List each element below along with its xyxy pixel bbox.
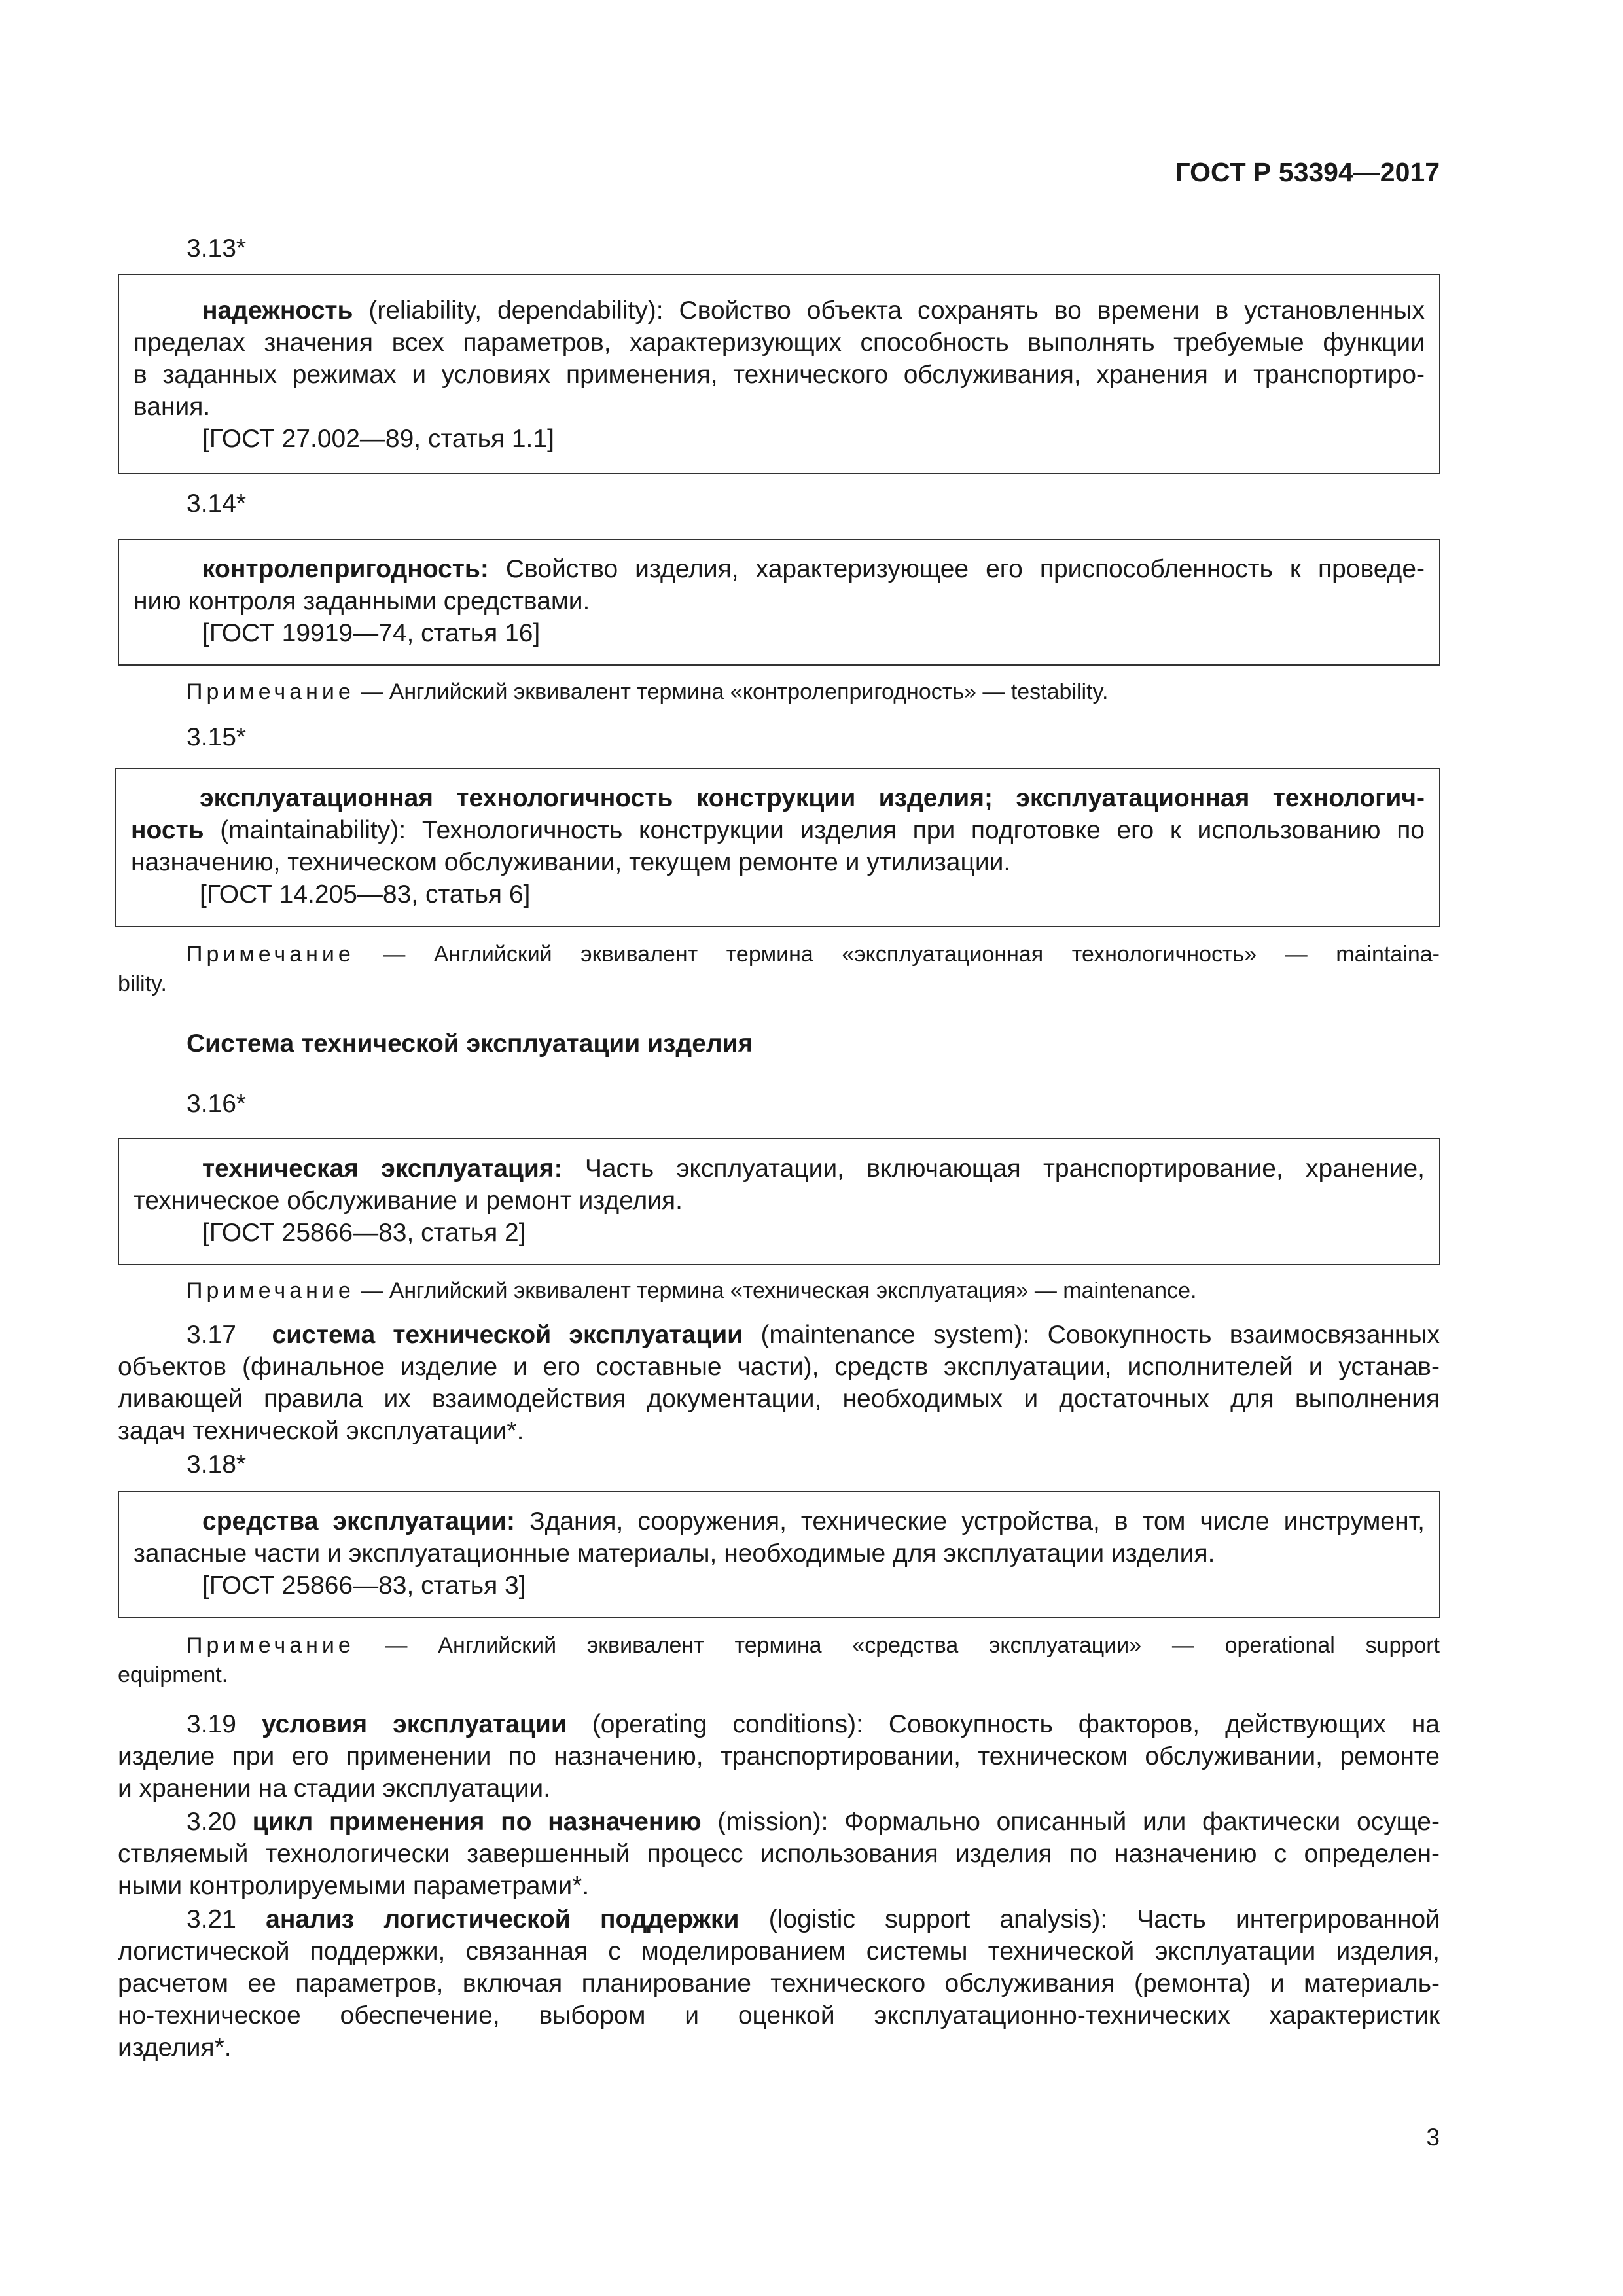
entry-number-3-18: 3.18*	[187, 1450, 247, 1479]
definition-text: эксплуатационная технологичность конструкции изделия; эксплуатационная технологич- ность (maintainability): Технологичность конструкции изделия при подготовке его к использованию по назначению, техническом обслуживании, текущем ремонте и утилизации. [ГОСТ 14.205—83, статья 6]	[131, 782, 1425, 910]
entry-number-3-13: 3.13*	[187, 234, 247, 262]
note-3-16: Примечание — Английский эквивалент термина «техническая эксплуатация» — maintenance.	[187, 1278, 1197, 1303]
note-label: Примечание	[187, 1278, 355, 1303]
entry-3-20: 3.20 цикл применения по назначению (mission): Формально описанный или фактически осуще- ствляемый технологически завершенный процесс использования изделия по назначению с определен- ными контролируемыми параметрами*.	[118, 1808, 1440, 1900]
term: техническая эксплуатация:	[202, 1155, 563, 1183]
term: анализ логистической поддержки	[266, 1905, 740, 1933]
note-label: Примечание	[187, 679, 355, 704]
term: цикл применения по назначению	[252, 1808, 702, 1836]
source-reference: [ГОСТ 25866—83, статья 3]	[202, 1571, 526, 1600]
entry-3-21: 3.21 анализ логистической поддержки (logistic support analysis): Часть интегрированной логистической поддержки, связанная с моделированием системы технической эксплуатации изделия, расчетом ее параметров, включая планирование технического обслуживания (ремонта) и материаль- но-техническое обеспечение, выбором и оценкой эксплуатационно-технических характеристик изделия*.	[118, 1905, 1440, 2062]
definition-text: средства эксплуатации: Здания, сооружения, технические устройства, в том числе инструмент, запасные части и эксплуатационные материалы, необходимые для эксплуатации изделия. [ГОСТ 25866—83, статья 3]	[134, 1505, 1425, 1602]
definition-text: техническая эксплуатация: Часть эксплуатации, включающая транспортирование, хранение, техническое обслуживание и ремонт изделия. [ГОСТ 25866—83, статья 2]	[134, 1153, 1425, 1249]
definition-box-3-15	[115, 768, 1440, 927]
entry-number-3-14: 3.14*	[187, 490, 247, 518]
source-reference: [ГОСТ 14.205—83, статья 6]	[200, 880, 531, 908]
definition-text: контролепригодность: Свойство изделия, характеризующее его приспособленность к проведе- нию контроля заданными средствами. [ГОСТ 19919—74, статья 16]	[134, 553, 1425, 649]
definition-text: надежность (reliability, dependability): Свойство объекта сохранять во времени в установленных пределах значения всех параметров, характеризующих способность выполнять требуемые функции в заданных режимах и условиях применения, технического обслуживания, хранения и транспортиро- вания. [ГОСТ 27.002—89, статья 1.1]	[134, 295, 1425, 455]
entry-number-3-15: 3.15*	[187, 723, 247, 751]
entry-number-3-16: 3.16*	[187, 1090, 247, 1118]
definition-box-3-18	[118, 1491, 1440, 1618]
document-id-header: ГОСТ Р 53394—2017	[1175, 157, 1440, 187]
term: система технической эксплуатации	[272, 1321, 743, 1349]
source-reference: [ГОСТ 25866—83, статья 2]	[202, 1219, 526, 1247]
definition-box-3-14	[118, 539, 1440, 666]
page-number: 3	[1426, 2124, 1440, 2151]
term: эксплуатационная технологичность конструкции изделия; эксплуатационная технологич-	[200, 784, 1425, 812]
term: средства эксплуатации:	[202, 1507, 516, 1535]
term: контролепригодность:	[202, 555, 489, 583]
source-reference: [ГОСТ 19919—74, статья 16]	[202, 619, 541, 647]
source-reference: [ГОСТ 27.002—89, статья 1.1]	[202, 425, 554, 453]
definition-box-3-16	[118, 1138, 1440, 1265]
note-label: Примечание	[187, 942, 355, 967]
entry-3-19: 3.19 условия эксплуатации (operating conditions): Совокупность факторов, действующих на изделие при его применении по назначению, транспортировании, техническом обслуживании, ремонте и хранении на стадии эксплуатации.	[118, 1710, 1440, 1803]
definition-box-3-13	[118, 274, 1440, 474]
section-title: Система технической эксплуатации изделия	[187, 1030, 753, 1058]
term: надежность	[202, 296, 353, 325]
term: условия эксплуатации	[261, 1710, 567, 1738]
note-3-14: Примечание — Английский эквивалент термина «контролепригодность» — testability.	[187, 679, 1109, 704]
note-3-18: Примечание — Английский эквивалент термина «средства эксплуатации» — operational support equipment.	[118, 1633, 1440, 1687]
note-3-15: Примечание — Английский эквивалент термина «эксплуатационная технологичность» — maintaina- bility.	[118, 942, 1440, 996]
note-label: Примечание	[187, 1633, 355, 1658]
entry-3-17: 3.17 система технической эксплуатации (maintenance system): Совокупность взаимосвязанных объектов (финальное изделие и его составные части), средств эксплуатации, исполнителей и устанав- ливающей правила их взаимодействия документации, необходимых и достаточных для выполнения задач технической эксплуатации*.	[118, 1321, 1440, 1445]
